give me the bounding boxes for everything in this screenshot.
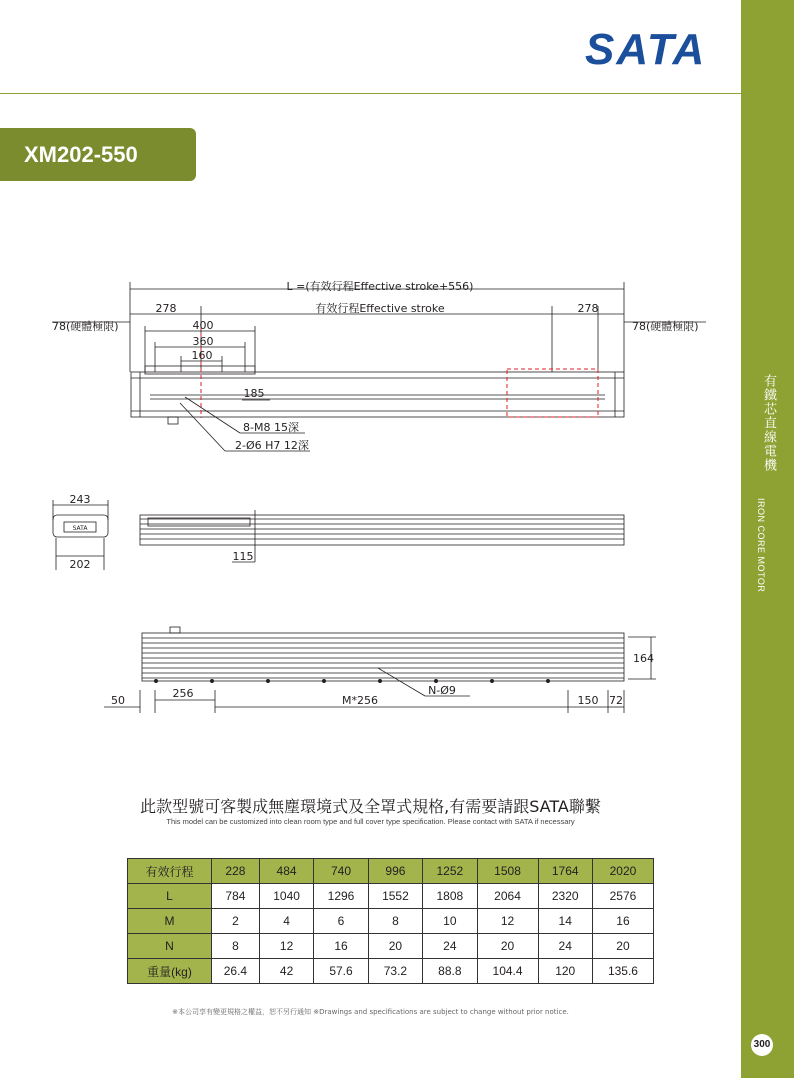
spec-header-cell: 1764 xyxy=(538,859,592,884)
dim-256: 256 xyxy=(172,687,194,700)
dim-width-243: 243 xyxy=(69,493,91,506)
spec-table xyxy=(127,858,654,984)
dim-right-limit: 78(硬體極限) xyxy=(632,320,699,333)
spec-cell: 2576 xyxy=(592,884,653,909)
spec-cell: 16 xyxy=(592,909,653,934)
spec-cell: 26.4 xyxy=(212,959,260,984)
spec-row-weight xyxy=(128,959,654,984)
sata-logo: SATA xyxy=(585,25,707,74)
footer-disclaimer: ※本公司享有變更規格之權益，恕不另行通知 ※Drawings and specifications are subject to change without prior notice. xyxy=(172,1008,569,1016)
spec-header-cell: 484 xyxy=(259,859,313,884)
spec-cell: 1296 xyxy=(314,884,368,909)
spec-header-label: 有效行程 xyxy=(128,859,212,884)
spec-row-label: L xyxy=(128,884,212,909)
spec-header-cell: 1252 xyxy=(423,859,477,884)
dim-stroke: 有效行程Effective stroke xyxy=(315,302,445,315)
dim-360: 360 xyxy=(192,335,214,348)
dim-150: 150 xyxy=(577,694,599,707)
page-number: 300 xyxy=(751,1034,773,1056)
spec-header-cell: 740 xyxy=(314,859,368,884)
spec-cell: 784 xyxy=(212,884,260,909)
spec-cell: 24 xyxy=(423,934,477,959)
spec-cell: 1552 xyxy=(368,884,422,909)
spec-header-row xyxy=(128,859,654,884)
spec-header-cell: 228 xyxy=(212,859,260,884)
spec-cell: 8 xyxy=(368,909,422,934)
spec-cell: 16 xyxy=(314,934,368,959)
dim-72: 72 xyxy=(609,694,623,707)
dim-width-202: 202 xyxy=(69,558,91,571)
spec-cell: 88.8 xyxy=(423,959,477,984)
customization-note-en: This model can be customized into clean room type and full cover type specification. Please contact with SATA if necessary xyxy=(166,817,575,826)
dim-holes: N-Ø9 xyxy=(428,684,456,697)
spec-row-n xyxy=(128,934,654,959)
dim-left-limit: 78(硬體極限) xyxy=(52,320,119,333)
spec-cell: 120 xyxy=(538,959,592,984)
customization-note-cn: 此款型號可客製成無塵環境式及全罩式規格,有需要請跟SATA聯繫 xyxy=(140,797,601,816)
callout-holes: 8-M8 15深 xyxy=(243,421,299,434)
spec-cell: 1808 xyxy=(423,884,477,909)
spec-cell: 4 xyxy=(259,909,313,934)
spec-row-label: 重量(kg) xyxy=(128,959,212,984)
spec-row-m xyxy=(128,909,654,934)
sidebar xyxy=(741,0,794,1078)
spec-cell: 14 xyxy=(538,909,592,934)
spec-header-cell: 996 xyxy=(368,859,422,884)
spec-cell: 73.2 xyxy=(368,959,422,984)
spec-cell: 1040 xyxy=(259,884,313,909)
spec-cell: 10 xyxy=(423,909,477,934)
spec-cell: 2064 xyxy=(477,884,538,909)
spec-header-cell: 1508 xyxy=(477,859,538,884)
spec-cell: 57.6 xyxy=(314,959,368,984)
spec-row-l xyxy=(128,884,654,909)
dim-115: 115 xyxy=(232,550,254,563)
dim-right-end: 278 xyxy=(577,302,599,315)
dim-185: 185 xyxy=(243,387,265,400)
spec-cell: 12 xyxy=(477,909,538,934)
spec-cell: 20 xyxy=(592,934,653,959)
spec-cell: 6 xyxy=(314,909,368,934)
spec-cell: 135.6 xyxy=(592,959,653,984)
spec-cell: 104.4 xyxy=(477,959,538,984)
callout-pins: 2-Ø6 H7 12深 xyxy=(235,439,309,452)
spec-cell: 20 xyxy=(477,934,538,959)
dim-pitch: M*256 xyxy=(342,694,378,707)
spec-cell: 42 xyxy=(259,959,313,984)
spec-row-label: N xyxy=(128,934,212,959)
model-title: XM202-550 xyxy=(24,142,138,167)
dim-400: 400 xyxy=(192,319,214,332)
dim-160: 160 xyxy=(191,349,213,362)
sata-endplate-mark: SATA xyxy=(72,525,88,532)
spec-row-label: M xyxy=(128,909,212,934)
dim-50: 50 xyxy=(111,694,125,707)
spec-cell: 20 xyxy=(368,934,422,959)
dim-overall-length: L =(有效行程Effective stroke+556) xyxy=(286,280,474,293)
spec-cell: 8 xyxy=(212,934,260,959)
sidebar-title-en: IRON CORE MOTOR xyxy=(756,498,766,593)
spec-cell: 2320 xyxy=(538,884,592,909)
dim-left-end: 278 xyxy=(155,302,177,315)
spec-cell: 24 xyxy=(538,934,592,959)
sidebar-title-cn: 有鐵芯直線電機 xyxy=(761,374,776,472)
spec-header-cell: 2020 xyxy=(592,859,653,884)
dim-164: 164 xyxy=(633,652,654,665)
spec-cell: 12 xyxy=(259,934,313,959)
spec-cell: 2 xyxy=(212,909,260,934)
